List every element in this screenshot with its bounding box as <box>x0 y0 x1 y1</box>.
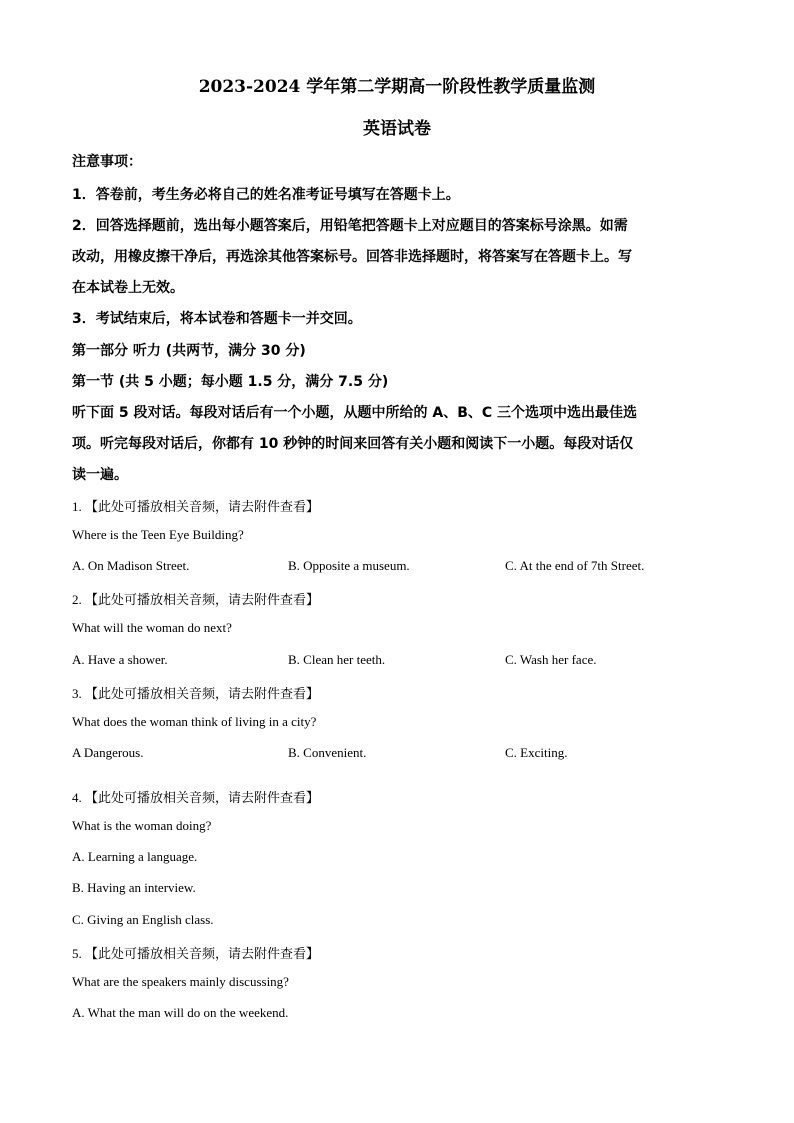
audio-placeholder-link[interactable]: 【此处可播放相关音频，请去附件查看】 <box>85 593 320 608</box>
question-number: 4. <box>72 790 82 805</box>
question-1-option-c: C. At the end of 7th Street. <box>505 558 645 573</box>
question-number: 3. <box>72 686 82 701</box>
audio-placeholder-link[interactable]: 【此处可播放相关音频，请去附件查看】 <box>85 687 320 702</box>
question-3-header <box>72 683 319 702</box>
question-number: 1. <box>72 499 82 514</box>
question-5-text: What are the speakers mainly discussing? <box>72 974 289 989</box>
question-3-option-b: B. Convenient. <box>288 745 367 760</box>
question-2-option-b: B. Clean her teeth. <box>288 652 386 667</box>
question-5-option-a: A. What the man will do on the weekend. <box>72 1005 289 1020</box>
notes-heading: 注意事项： <box>72 154 142 170</box>
note-item-2-line-3: 在本试卷上无效。 <box>72 280 184 296</box>
question-2-option-a: A. Have a shower. <box>72 652 168 667</box>
audio-placeholder-link[interactable]: 【此处可播放相关音频，请去附件查看】 <box>85 947 320 962</box>
part1-heading: 第一部分 听力 (共两节，满分 30 分) <box>72 343 306 359</box>
instructions-line-3: 读一遍。 <box>72 467 128 483</box>
audio-placeholder-link[interactable]: 【此处可播放相关音频，请去附件查看】 <box>85 791 320 806</box>
audio-placeholder-link[interactable]: 【此处可播放相关音频，请去附件查看】 <box>85 500 320 515</box>
question-4-option-b: B. Having an interview. <box>72 880 196 895</box>
exam-subtitle: 英语试卷 <box>363 119 431 139</box>
question-2-option-c: C. Wash her face. <box>505 652 597 667</box>
note-item-1: 1．答卷前，考生务必将自己的姓名准考证号填写在答题卡上。 <box>72 187 460 203</box>
question-3-option-a: A Dangerous. <box>72 745 144 760</box>
question-1-header <box>72 496 319 515</box>
question-number: 2. <box>72 592 82 607</box>
question-1-option-b: B. Opposite a museum. <box>288 558 410 573</box>
instructions-line-2: 项。听完每段对话后，你都有 10 秒钟的时间来回答有关小题和阅读下一小题。每段对话仅 <box>72 436 634 452</box>
question-1-text: Where is the Teen Eye Building? <box>72 527 244 542</box>
question-number: 5. <box>72 946 82 961</box>
note-item-3: 3．考试结束后，将本试卷和答题卡一并交回。 <box>72 311 362 327</box>
question-4-option-a: A. Learning a language. <box>72 849 198 864</box>
question-3-option-c: C. Exciting. <box>505 745 568 760</box>
exam-title: 2023-2024 学年第二学期高一阶段性教学质量监测 <box>198 77 596 97</box>
note-item-2-line-1: 2．回答选择题前，选出每小题答案后，用铅笔把答题卡上对应题目的答案标号涂黑。如需 <box>72 218 628 234</box>
question-1-option-a: A. On Madison Street. <box>72 558 190 573</box>
question-3-text: What does the woman think of living in a city? <box>72 714 317 729</box>
instructions-line-1: 听下面 5 段对话。每段对话后有一个小题，从题中所给的 A、B、C 三个选项中选出最佳选 <box>72 405 638 421</box>
question-2-text: What will the woman do next? <box>72 620 232 635</box>
section1-heading: 第一节 (共 5 小题；每小题 1.5 分，满分 7.5 分) <box>72 374 389 390</box>
question-4-text: What is the woman doing? <box>72 818 212 833</box>
question-2-header <box>72 589 319 608</box>
question-5-header <box>72 943 319 962</box>
note-item-2-line-2: 改动，用橡皮擦干净后，再选涂其他答案标号。回答非选择题时，将答案写在答题卡上。写 <box>72 249 632 265</box>
question-4-header <box>72 787 319 806</box>
question-4-option-c: C. Giving an English class. <box>72 912 214 927</box>
